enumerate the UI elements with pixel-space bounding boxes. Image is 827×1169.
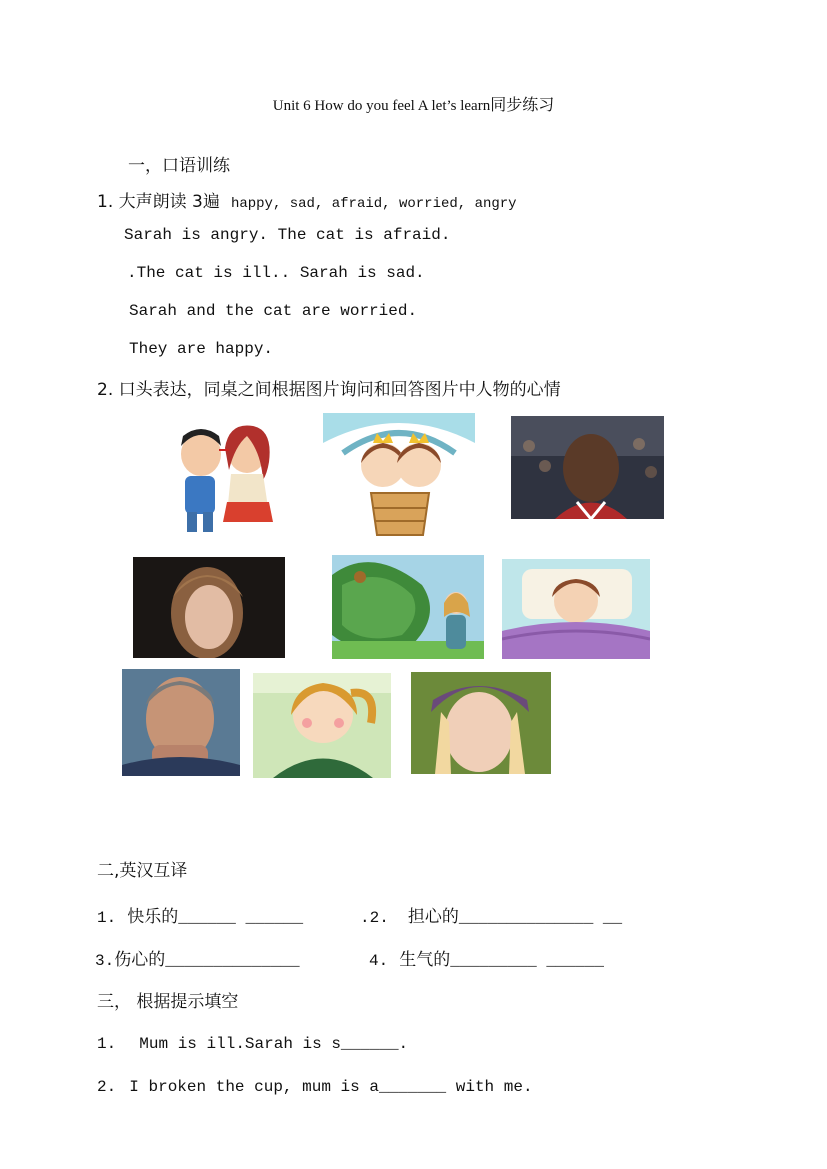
answer-blank[interactable]: ______________ __ <box>458 909 623 927</box>
page-title <box>0 92 827 115</box>
q2-line: 2. 口头表达，同桌之间根据图片询问和回答图片中人物的心情 <box>97 380 561 400</box>
translate-item-4 <box>369 945 604 970</box>
ill-child-bed-cartoon <box>502 559 650 659</box>
item-text[interactable]: Mum is ill.Sarah is s______. <box>139 1035 409 1053</box>
answer-blank[interactable]: _________ ______ <box>450 952 604 970</box>
fill-item-1 <box>97 1033 408 1053</box>
afraid-girl-tree-cartoon <box>332 555 484 659</box>
item-number: 2. <box>97 1078 117 1096</box>
q1-line <box>97 187 517 212</box>
sentence-2: .The cat is ill.. Sarah is sad. <box>127 264 425 282</box>
item-text: 快乐的 <box>127 907 179 927</box>
sentence-3: Sarah and the cat are worried. <box>129 302 418 320</box>
upset-girl-photo <box>133 557 285 658</box>
q1-words: happy, sad, afraid, worried, angry <box>230 196 517 212</box>
item-text[interactable]: I broken the cup, mum is a_______ with me. <box>129 1078 533 1096</box>
sentence-4: They are happy. <box>129 340 274 358</box>
translate-item-3 <box>95 945 300 970</box>
happy-girl-cartoon <box>253 673 391 778</box>
worried-man-photo <box>122 669 240 776</box>
item-text: 担心的 <box>407 907 459 927</box>
item-number: 4. <box>369 952 389 970</box>
item-number: .2. <box>360 909 389 927</box>
title-cn: 同步练习 <box>490 95 555 114</box>
answer-blank[interactable]: ______________ <box>165 952 300 970</box>
translate-item-2 <box>360 902 622 927</box>
answer-blank[interactable]: ______ ______ <box>178 909 304 927</box>
item-number: 1. <box>97 1035 117 1053</box>
title-en: Unit 6 How do you feel A let’s learn <box>272 98 491 114</box>
sentence-1: Sarah is angry. The cat is afraid. <box>124 226 451 244</box>
section2-heading: 二,英汉互译 <box>97 861 188 881</box>
angry-couple-cartoon <box>163 422 288 534</box>
fill-item-2 <box>97 1076 533 1096</box>
item-number: 3. <box>95 952 115 970</box>
section3-heading: 三， 根据提示填空 <box>97 992 239 1012</box>
happy-kids-balloon-cartoon <box>323 413 475 536</box>
q1-label: 1. 大声朗读 3遍 <box>97 192 220 212</box>
translate-item-1 <box>97 902 303 927</box>
item-text: 生气的 <box>399 950 451 970</box>
sad-basketball-player-photo <box>511 416 664 519</box>
item-number: 1. <box>97 909 117 927</box>
section1-heading: 一，口语训练 <box>128 156 230 176</box>
item-text: 伤心的 <box>114 950 166 970</box>
sad-girl-hat-photo <box>411 672 551 774</box>
